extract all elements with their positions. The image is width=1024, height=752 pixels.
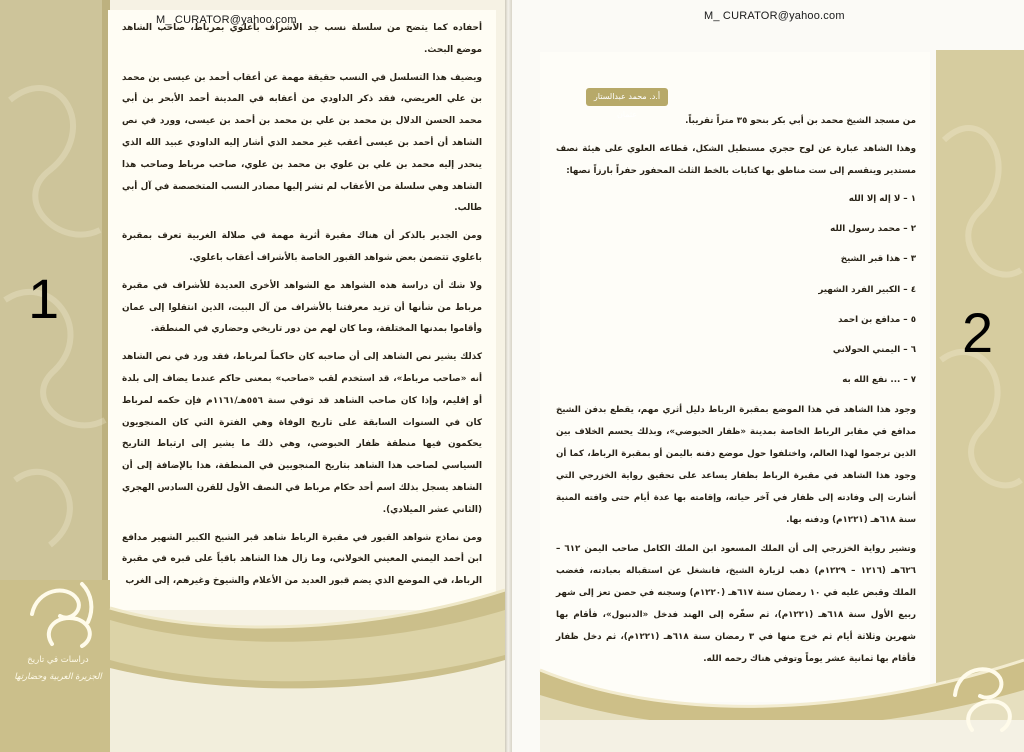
right-watermark-email: M_ CURATOR@yahoo.com (704, 10, 845, 22)
right-corner-emblem (940, 650, 1020, 740)
right-paragraph-4: وتشير رواية الخزرجي إلى أن الملك المسعود ابن الملك الكامل صاحب اليمن ٦١٢ – ٦٢٦هـ (١٢١٦ – ١٢٢٩م) ذهب لزيارة الشيخ، فانشغل عن استقباله بعبادته، فغضب الملك وقبض عليه في ١٠ رمضان سنة ٦١٧هـ (١٢٢٠م) وسجنه في حصن تعز إلى شهر ربيع الأول سنة ٦١٨هـ (١٢٢١م)، ثم سفّره إلى الهند فدخل «الدنبول»، فأقام بها شهرين وثلاثة أيام ثم خرج منها في ٣ رمضان سنة ٦١٨هـ (١٢٢١م)، ثم دخل ظفار فأقام بها ثمانية عشر يوماً وتوفي هناك رحمه الله. (556, 543, 916, 664)
inscription-line-3: ٣ – هذا قبر الشيخ (840, 254, 916, 265)
right-paragraph-1: من مسجد الشيخ محمد بن أبي بكر بنحو ٣٥ متراً تقريباً. (685, 116, 916, 126)
inscription-line-1: ١ – لا إله إلا الله (848, 194, 916, 205)
right-paragraph-3: وجود هذا الشاهد في هذا الموضع بمقبرة الرباط دليل أثري مهم، يقطع بدفن الشيخ مدافع في مقابر الرباط الخاصة بمدينة «ظفار الحبوضي»، وبذلك يحسم الخلاف بين الذين ترجموا لهذا العالم، واختلفوا حول موضع دفنه باليمن أو بمقبرة الرباط، كما أن وجود هذا الشاهد في مقبرة الرباط بظفار يساعد على تحقيق رواية الخزرجي التي أشارت إلى وفادته إلى ظفار في آخر حياته، وإقامته بها عدة أيام حتى وافته المنية سنة ٦١٨هـ (١٢٢١م) ودفنه بها. (556, 404, 916, 526)
author-tag: أ.د. محمد عبدالستار عثمان (586, 88, 668, 106)
left-paragraph-6: ومن نماذج شواهد القبور في مقبرة الرباط شاهد قبر الشيخ الكبير الشهير مدافع ابن أحمد اليمني المعيني الخولاني، وما زال هذا الشاهد باقياً على قبره في مقبرة الرباط، في الموضع الذي يضم قبور العديد من الأعلام والشيوخ وغيرهم، إلى الغرب (122, 532, 482, 587)
inscription-line-7: ٧ – ... نفع الله به (842, 374, 916, 385)
left-page (0, 0, 505, 752)
inscription-line-2: ٢ – محمد رسول الله (830, 224, 916, 235)
series-caption-line-2: الجزيرة العربية وحضارتها (14, 672, 102, 682)
page-number-right: 2 (962, 301, 994, 364)
left-paragraph-4: ولا شك أن دراسة هذه الشواهد مع الشواهد الأخرى العديدة للأشراف في مقبرة مرباط من شأنها أن تزيد معرفتنا بالأشراف من آل البيت، الذين انتقلوا إلى عمان وأقاموا بمدنها المختلفة، وما كان لهم من دور تاريخي وحضاري في المنطقة. (122, 280, 482, 335)
left-paragraph-2: ويضيف هذا التسلسل في النسب حقيقة مهمة عن أعقاب أحمد بن عيسى بن محمد بن علي العريضي، فقد ذكر الداودي من أعقابه في المدينة أحمد الأبحر بن أبي محمد الحسن الدلال بن محمد بن علي بن محمد بن أحمد بن عيسى، وورد في نص الشاهد أن أحمد بن عيسى أعقب غير محمد الذي أشار إليه الداودي عبيد الله الذي ينحدر إليه محمد بن علي بن علوي بن محمد بن علوي، صاحب مرباط وصاحب هذا الشاهد وهي سلسلة من الأعقاب لم تشر إليها مصادر النسب المتخصصة في آل أبي طالب. (122, 72, 482, 214)
inscription-line-4: ٤ – الكبير الفرد الشهير (818, 284, 916, 295)
page-number-left: 1 (28, 267, 60, 330)
left-series-caption (8, 652, 108, 686)
inscription-line-6: ٦ – اليمني الحولاني (832, 344, 916, 355)
right-paragraph-2: وهذا الشاهد عبارة عن لوح حجري مستطيل الشكل، قطاعه العلوي على هيئة نصف مستدير وينقسم إلى ست مناطق بها كتابات بالخط الثلث المحفور حفراً بارزاً نصها: (556, 144, 916, 177)
left-watermark-email: M_ CURATOR@yahoo.com (156, 14, 297, 26)
left-paragraph-5: كذلك يشير نص الشاهد إلى أن صاحبه كان حاكماً لمرباط، فقد ورد في نص الشاهد أنه «صاحب مرباط»، قد استخدم لقب «صاحب» بمعنى حاكم عندما يضاف إلى بلدة أو إقليم، وإذا كان صاحب الشاهد قد توفي سنة ٥٥٦هـ/١١٦١م فإن حكمه لمرباط كان في السنوات السابقة على تاريخ الوفاة وهي الفترة التي كان المنجويون يحكمون فيها منطقة ظفار الحبوضي، وهي ذلك ما يشير إلى ارتباط التاريخ السياسي لصاحب هذا الشاهد بتاريخ المنجويين في المنطقة، هذا بالإضافة إلى أن الشاهد يسجل بذلك اسم أحد حكام مرباط في النصف الأول للقرن السادس الهجري (الثاني عشر الميلادي). (122, 352, 482, 515)
left-body-text (108, 10, 496, 610)
series-caption-line-1: دراسات في تاريخ (27, 655, 89, 665)
left-series-emblem (22, 574, 102, 654)
book-gutter (505, 0, 512, 752)
left-paragraph-3: ومن الجدير بالذكر أن هناك مقبرة أثرية مهمة في صلالة الغربية تعرف بمقبرة باعلوي تتضمن بعض شواهد القبور الخاصة بالأشراف أعقاب باعلوي. (122, 231, 482, 263)
inscription-line-5: ٥ – مدافع بن احمد (838, 314, 916, 325)
left-paragraph-1: أحفاده كما يتضح من سلسلة نسب جد الأشراف باعلوي بمرباط، صاحب الشاهد موضع البحث. (122, 23, 482, 55)
